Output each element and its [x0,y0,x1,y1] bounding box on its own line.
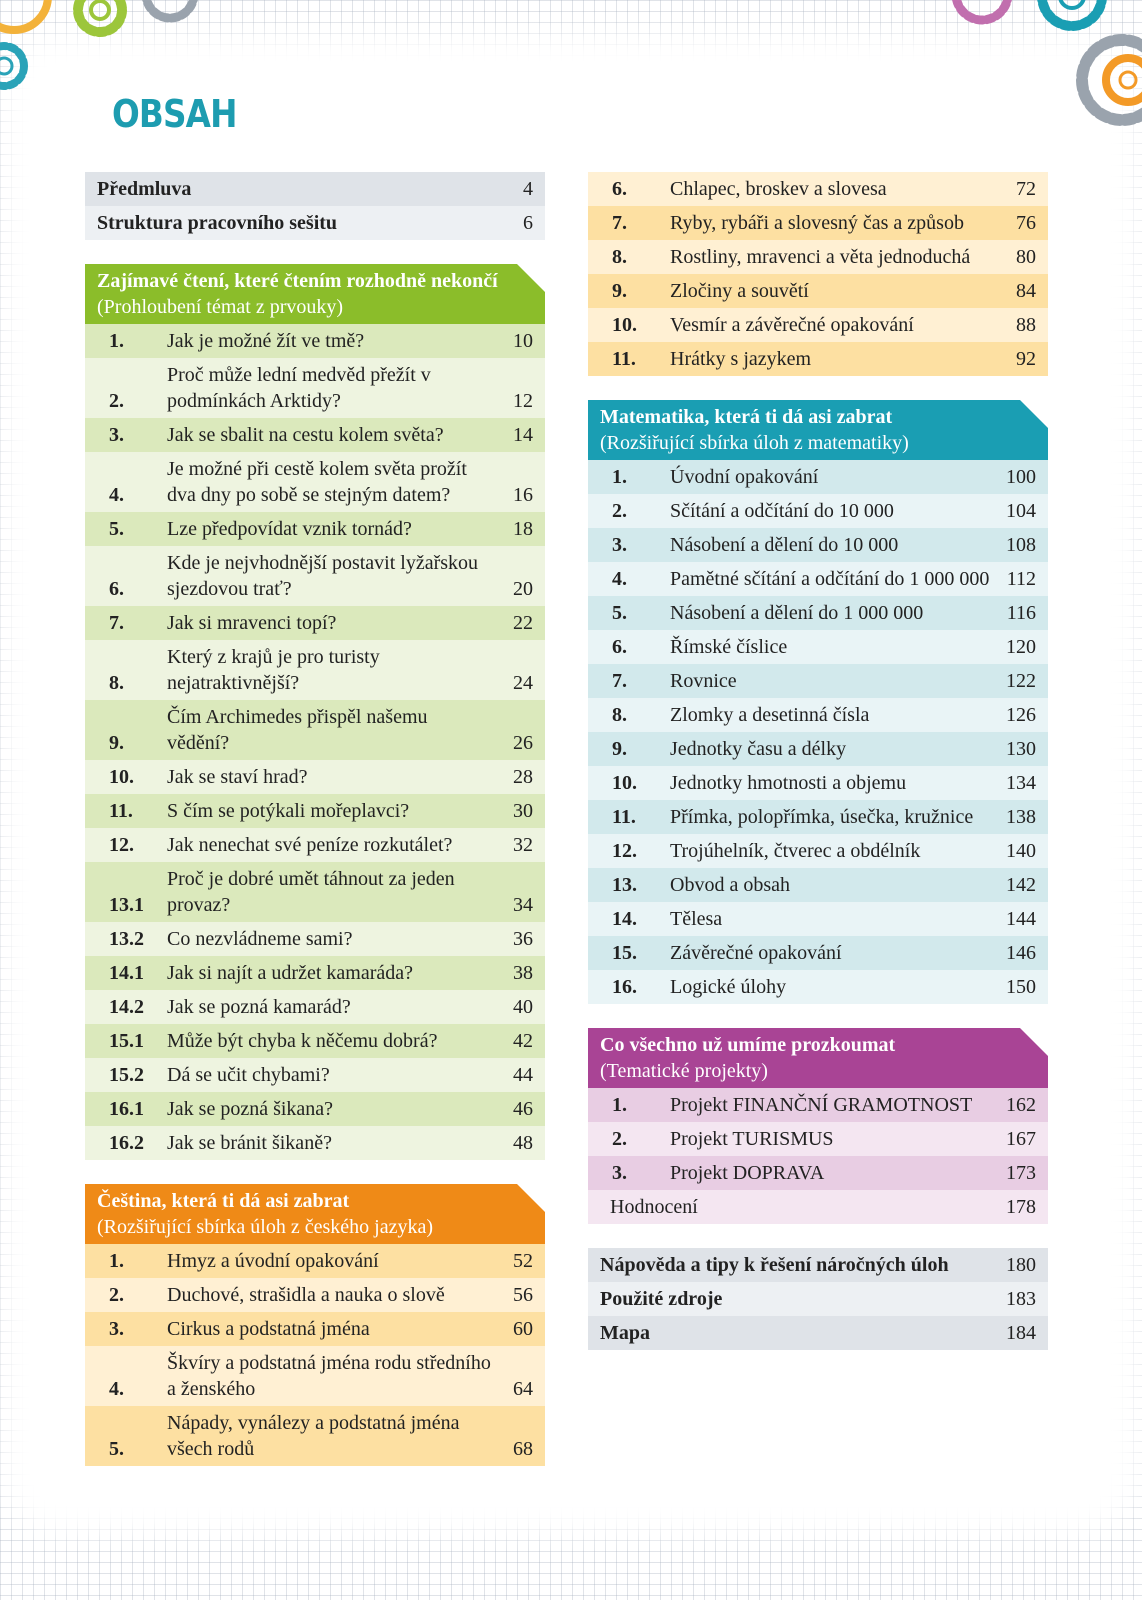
entry-page: 112 [1006,568,1036,590]
entry-title: Duchové, strašidla a nauka o slově [167,1284,445,1306]
entry-page: 6 [523,212,533,234]
entry-page: 100 [1006,466,1036,488]
entry-number: 7. [109,612,124,634]
entry-number: 7. [612,212,627,234]
czech-section [85,1184,545,1466]
heading-corner-cut [1020,400,1048,428]
entry-page: 122 [1006,670,1036,692]
entry-number: 11. [612,348,636,370]
entry-number: 2. [612,1128,627,1150]
closing-list [588,1248,1048,1350]
entry-title: Škvíry a podstatná jména rodu středního a ženského [167,1352,491,1400]
entry-page: 142 [1006,874,1036,896]
toc-entry[interactable] [588,936,1048,970]
entry-title: Jak se pozná šikana? [167,1098,334,1120]
toc-entry[interactable] [588,528,1048,562]
entry-page: 178 [1006,1196,1036,1218]
toc-entry-evaluation[interactable] [588,1190,1048,1224]
entry-title: Lze předpovídat vznik tornád? [167,518,412,540]
entry-number: 10. [612,772,637,794]
toc-entry[interactable] [588,342,1048,376]
entry-number: 4. [109,1378,124,1400]
czech-continued-list [588,172,1048,376]
entry-title: Jednotky času a délky [670,738,847,760]
entry-title: Jak si mravenci topí? [167,612,337,634]
entry-number: 1. [109,330,124,352]
entry-number: 16.1 [109,1098,144,1120]
entry-title: Chlapec, broskev a slovesa [670,178,887,200]
entry-page: 88 [1016,314,1036,336]
entry-number: 13.2 [109,928,144,950]
entry-title: Hodnocení [610,1196,698,1218]
entry-number: 3. [612,534,627,556]
entry-page: 10 [513,330,533,352]
entry-page: 18 [513,518,533,540]
entry-page: 150 [1006,976,1036,998]
toc-entry[interactable] [85,794,545,828]
entry-title: Násobení a dělení do 1 000 000 [670,602,924,624]
toc-entry[interactable] [85,1346,545,1406]
section-heading-main: Zajímavé čtení, které čtením rozhodně nekončí [97,270,498,292]
entry-number: 16.2 [109,1132,144,1154]
entry-title: Kde je nejvhodnější postavit lyžařskou sjezdovou trať? [167,552,479,600]
entry-page: 24 [513,672,533,694]
entry-number: 12. [109,834,134,856]
czech-list [85,1244,545,1466]
entry-number: 5. [612,602,627,624]
entry-number: 15.1 [109,1030,144,1052]
entry-number: 4. [612,568,627,590]
entry-title: Násobení a dělení do 10 000 [670,534,899,556]
entry-title: Pamětné sčítání a odčítání do 1 000 000 [670,568,990,590]
page-title: OBSAH [112,92,237,136]
toc-entry[interactable] [588,206,1048,240]
entry-title: Proč může lední medvěd přežít v podmínkách Arktidy? [167,364,431,412]
entry-page: 46 [513,1098,533,1120]
entry-page: 68 [513,1438,533,1460]
entry-number: 4. [109,484,124,506]
toc-entry[interactable] [588,1248,1048,1282]
entry-number: 7. [612,670,627,692]
entry-page: 167 [1006,1128,1036,1150]
entry-page: 104 [1006,500,1036,522]
entry-page: 130 [1006,738,1036,760]
section-heading-main: Matematika, která ti dá asi zabrat [600,406,893,428]
toc-entry[interactable] [588,1282,1048,1316]
toc-entry[interactable] [85,1406,545,1466]
entry-number: 9. [612,280,627,302]
entry-title: Zlomky a desetinná čísla [670,704,870,726]
toc-entry[interactable] [588,460,1048,494]
entry-title: Jak se bránit šikaně? [167,1132,332,1154]
entry-title: Jak se sbalit na cestu kolem světa? [167,424,444,446]
entry-page: 140 [1006,840,1036,862]
entry-title: Logické úlohy [670,976,787,998]
gears-right-decoration-icon [952,0,1142,140]
entry-number: 6. [612,636,627,658]
math-section-heading [588,400,1048,460]
entry-page: 173 [1006,1162,1036,1184]
entry-page: 36 [513,928,533,950]
heading-corner-cut [517,1184,545,1212]
entry-number: 9. [612,738,627,760]
toc-entry[interactable] [588,240,1048,274]
intro-section [85,172,545,240]
toc-entry[interactable] [588,1088,1048,1122]
entry-number: 8. [612,704,627,726]
entry-number: 14. [612,908,637,930]
entry-title: Vesmír a závěrečné opakování [670,314,914,336]
entry-title: Závěrečné opakování [670,942,842,964]
entry-page: 22 [513,612,533,634]
toc-entry[interactable] [588,1316,1048,1350]
czech-section-heading [85,1184,545,1244]
entry-title: Tělesa [670,908,723,930]
entry-title: Čím Archimedes přispěl našemu vědění? [167,706,428,754]
entry-title: Trojúhelník, čtverec a obdélník [670,840,921,862]
entry-page: 14 [513,424,533,446]
entry-page: 144 [1006,908,1036,930]
entry-number: 2. [109,390,124,412]
entry-number: 5. [109,1438,124,1460]
math-list [588,460,1048,1004]
entry-page: 38 [513,962,533,984]
entry-title: Může být chyba k něčemu dobrá? [167,1030,438,1052]
toc-entry[interactable] [588,274,1048,308]
entry-title: Římské číslice [670,636,788,658]
entry-title: Dá se učit chybami? [167,1064,330,1086]
toc-entry[interactable] [85,1058,545,1092]
section-heading-sub: (Tematické projekty) [600,1060,768,1082]
entry-number: 16. [612,976,637,998]
entry-number: 10. [612,314,637,336]
entry-title: Nápověda a tipy k řešení náročných úloh [600,1254,949,1276]
right-column [588,172,1048,1374]
entry-title: Hmyz a úvodní opakování [167,1250,379,1272]
czech-continued-section [588,172,1048,376]
toc-entry[interactable] [85,990,545,1024]
toc-entry[interactable] [85,1278,545,1312]
entry-number: 9. [109,732,124,754]
entry-title: Přímka, polopřímka, úsečka, kružnice [670,806,974,828]
entry-title: Proč je dobré umět táhnout za jeden provaz? [167,868,455,916]
toc-entry[interactable] [85,1126,545,1160]
toc-entry[interactable] [588,494,1048,528]
entry-page: 184 [1006,1322,1036,1344]
entry-page: 76 [1016,212,1036,234]
entry-number: 15.2 [109,1064,144,1086]
toc-entry[interactable] [588,766,1048,800]
entry-page: 40 [513,996,533,1018]
entry-title: Obvod a obsah [670,874,790,896]
reading-list [85,324,545,1160]
entry-title: Hrátky s jazykem [670,348,812,370]
toc-entry[interactable] [588,834,1048,868]
toc-entry[interactable] [588,902,1048,936]
toc-entry[interactable] [85,418,545,452]
entry-title: Jak je možné žít ve tmě? [167,330,365,352]
entry-title: Předmluva [97,178,192,200]
entry-number: 5. [109,518,124,540]
entry-page: 134 [1006,772,1036,794]
entry-title: Který z krajů je pro turisty nejatraktivnější? [167,646,380,694]
reading-section [85,264,545,1160]
entry-page: 183 [1006,1288,1036,1310]
entry-number: 12. [612,840,637,862]
entry-title: Projekt FINANČNÍ GRAMOTNOST [670,1094,973,1116]
toc-entry[interactable] [85,828,545,862]
toc-entry[interactable] [588,698,1048,732]
entry-number: 8. [109,672,124,694]
entry-title: Nápady, vynálezy a podstatná jména všech rodů [167,1412,460,1460]
toc-entry[interactable] [85,1024,545,1058]
toc-entry-preface[interactable] [85,172,545,206]
toc-entry[interactable] [85,862,545,922]
entry-page: 116 [1006,602,1036,624]
entry-number: 2. [612,500,627,522]
entry-number: 1. [612,466,627,488]
toc-entry[interactable] [85,922,545,956]
entry-title: S čím se potýkali mořeplavci? [167,800,410,822]
entry-title: Rovnice [670,670,737,692]
entry-title: Projekt TURISMUS [670,1128,834,1150]
entry-page: 126 [1006,704,1036,726]
entry-page: 80 [1016,246,1036,268]
toc-entry[interactable] [85,700,545,760]
toc-entry-structure[interactable] [85,206,545,240]
entry-title: Jednotky hmotnosti a objemu [670,772,907,794]
entry-number: 8. [612,246,627,268]
entry-page: 84 [1016,280,1036,302]
reading-section-heading [85,264,545,324]
section-heading-main: Co všechno už umíme prozkoumat [600,1034,896,1056]
entry-title: Úvodní opakování [670,466,819,488]
entry-title: Mapa [600,1322,650,1344]
section-heading-sub: (Rozšiřující sbírka úloh z českého jazyka) [97,1216,433,1238]
toc-entry[interactable] [588,308,1048,342]
entry-title: Co nezvládneme sami? [167,928,353,950]
toc-entry[interactable] [588,664,1048,698]
entry-number: 11. [109,800,133,822]
closing-section [588,1248,1048,1350]
entry-page: 162 [1006,1094,1036,1116]
entry-number: 14.1 [109,962,144,984]
toc-entry[interactable] [588,970,1048,1004]
toc-entry[interactable] [85,1092,545,1126]
section-heading-sub: (Prohloubení témat z prvouky) [97,296,344,318]
entry-number: 3. [109,1318,124,1340]
entry-number: 6. [109,578,124,600]
entry-number: 13. [612,874,637,896]
entry-page: 146 [1006,942,1036,964]
entry-title: Projekt DOPRAVA [670,1162,825,1184]
entry-page: 32 [513,834,533,856]
entry-number: 14.2 [109,996,144,1018]
entry-page: 56 [513,1284,533,1306]
entry-page: 60 [513,1318,533,1340]
entry-title: Zločiny a souvětí [670,280,809,302]
toc-entry[interactable] [85,1244,545,1278]
toc-entry[interactable] [588,868,1048,902]
entry-number: 1. [109,1250,124,1272]
entry-title: Jak si najít a udržet kamaráda? [167,962,413,984]
entry-number: 13.1 [109,894,144,916]
entry-page: 4 [523,178,533,200]
entry-title: Jak se staví hrad? [167,766,308,788]
entry-page: 92 [1016,348,1036,370]
entry-page: 42 [513,1030,533,1052]
toc-entry[interactable] [588,630,1048,664]
projects-list [588,1088,1048,1190]
left-column [85,172,545,1490]
toc-entry[interactable] [588,1156,1048,1190]
entry-page: 52 [513,1250,533,1272]
entry-title: Ryby, rybáři a slovesný čas a způsob [670,212,964,234]
entry-number: 2. [109,1284,124,1306]
entry-page: 30 [513,800,533,822]
section-heading-sub: (Rozšiřující sbírka úloh z matematiky) [600,432,909,454]
entry-title: Je možné při cestě kolem světa prožít dva dny po sobě se stejným datem? [167,458,467,506]
entry-number: 3. [109,424,124,446]
entry-page: 26 [513,732,533,754]
entry-page: 16 [513,484,533,506]
toc-entry[interactable] [85,606,545,640]
entry-page: 48 [513,1132,533,1154]
toc-entry[interactable] [588,172,1048,206]
entry-page: 34 [513,894,533,916]
entry-title: Sčítání a odčítání do 10 000 [670,500,894,522]
toc-entry[interactable] [588,732,1048,766]
toc-entry[interactable] [85,324,545,358]
toc-entry[interactable] [588,1122,1048,1156]
entry-page: 12 [513,390,533,412]
section-heading-main: Čeština, která ti dá asi zabrat [97,1190,350,1212]
entry-title: Rostliny, mravenci a věta jednoduchá [670,246,971,268]
entry-number: 1. [612,1094,627,1116]
heading-corner-cut [1020,1028,1048,1056]
entry-page: 64 [513,1378,533,1400]
toc-entry[interactable] [588,800,1048,834]
entry-title: Struktura pracovního sešitu [97,212,338,234]
entry-number: 6. [612,178,627,200]
toc-entry[interactable] [85,512,545,546]
toc-entry[interactable] [85,1312,545,1346]
toc-entry[interactable] [85,956,545,990]
heading-corner-cut [517,264,545,292]
entry-page: 44 [513,1064,533,1086]
entry-page: 180 [1006,1254,1036,1276]
projects-section [588,1028,1048,1224]
entry-title: Cirkus a podstatná jména [167,1318,370,1340]
entry-number: 3. [612,1162,627,1184]
entry-title: Jak se pozná kamarád? [167,996,351,1018]
entry-page: 72 [1016,178,1036,200]
toc-entry[interactable] [588,562,1048,596]
entry-page: 108 [1006,534,1036,556]
projects-section-heading [588,1028,1048,1088]
toc-entry[interactable] [85,546,545,606]
entry-page: 28 [513,766,533,788]
entry-page: 120 [1006,636,1036,658]
entry-number: 11. [612,806,636,828]
toc-entry[interactable] [85,452,545,512]
entry-page: 138 [1006,806,1036,828]
entry-title: Použité zdroje [600,1288,723,1310]
toc-entry[interactable] [85,760,545,794]
toc-entry[interactable] [588,596,1048,630]
toc-entry[interactable] [85,358,545,418]
math-section [588,400,1048,1004]
entry-number: 10. [109,766,134,788]
toc-entry[interactable] [85,640,545,700]
entry-page: 20 [513,578,533,600]
entry-number: 15. [612,942,637,964]
entry-title: Jak nenechat své peníze rozkutálet? [167,834,453,856]
